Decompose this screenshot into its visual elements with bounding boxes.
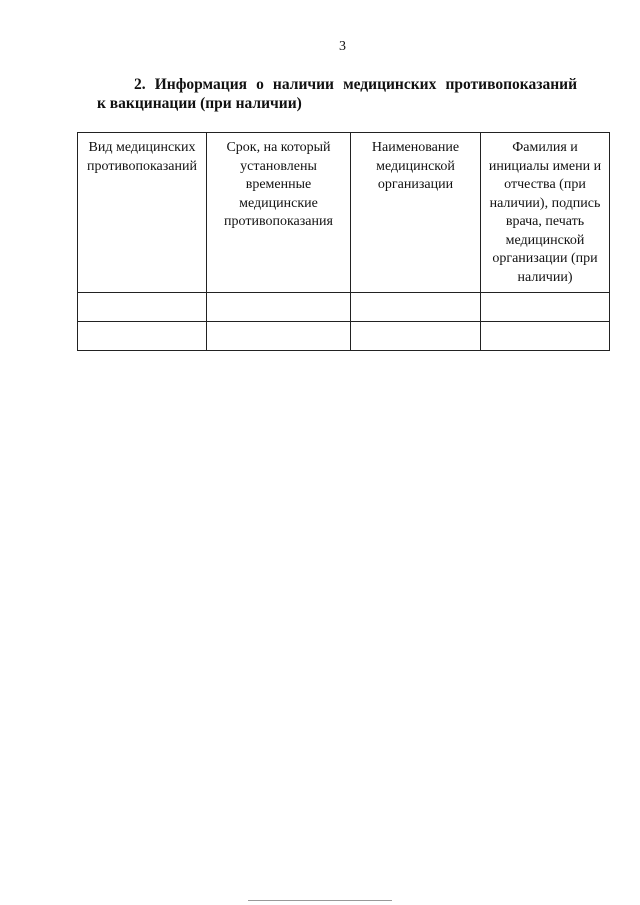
header-medical-organization: Наименование медицинской организации [351,133,481,293]
table-cell [481,322,610,351]
table-row [78,293,610,322]
table-cell [481,293,610,322]
table-header-row [78,133,610,293]
section-title-line-1: 2. Информация о наличии медицинских противопоказаний [134,76,577,93]
table-cell [351,322,481,351]
section-title [97,75,577,113]
table-cell [207,293,351,322]
table-row [78,322,610,351]
page-number: 3 [339,39,346,54]
header-doctor-signature: Фамилия и инициалы имени и отчества (при наличии), подпись врача, печать медицинской организации (при наличии) [481,133,610,293]
table-cell [78,293,207,322]
header-contraindication-period: Срок, на который установлены временные медицинские противопоказания [207,133,351,293]
section-title-line-2: к вакцинации (при наличии) [97,95,302,112]
page-bottom-rule [248,900,392,901]
contraindications-table [77,132,610,351]
header-contraindication-type: Вид медицинских противопоказаний [78,133,207,293]
table-cell [207,322,351,351]
table-cell [78,322,207,351]
table-cell [351,293,481,322]
